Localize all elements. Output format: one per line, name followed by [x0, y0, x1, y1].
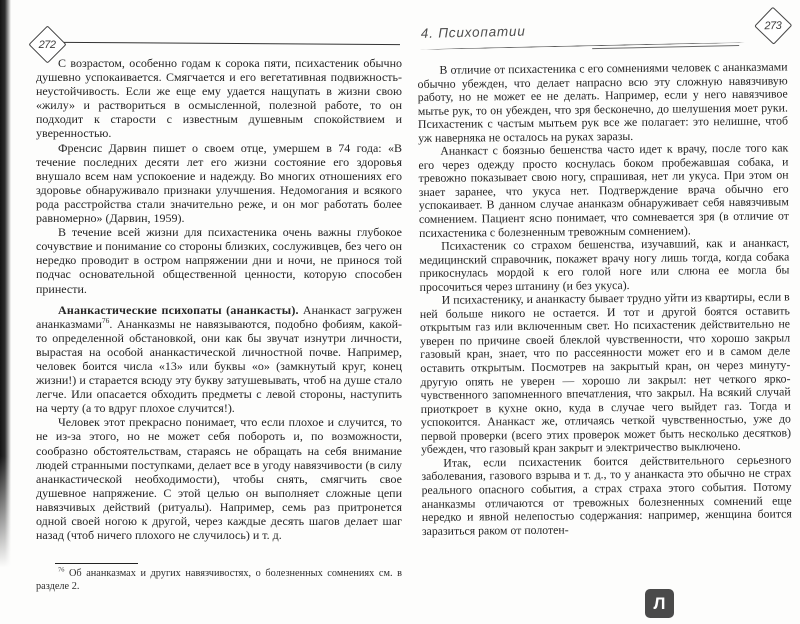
footnote-reference: 76 [101, 315, 110, 325]
paragraph-anankastic-section [36, 303, 402, 416]
section-heading-anankastic: Ананкастические психопаты (ананкасты). [58, 302, 299, 317]
page-number-right: 273 [764, 19, 782, 32]
labirint-logo-letter: Л [653, 593, 666, 613]
paragraph-rabies-fear-anankast: Ананкаст с боязнью бешенства часто идет к врачу, после того как его через одежду просто коснулась боком пробежавшая собака, и тревожно показывает свою ногу, спрашивая, нет ли укуса. При этом он знает заранее, что укуса нет. Подтверждение врача обычно его успокаивает. В данном случае ананказм обнаруживает себя навязчивым сомнением. Пациент ясно понимает, что сомневается зря (в отличие от психастеника с болезненным тревожным сомнением). [418, 140, 789, 240]
chapter-header: 4. Психопатии [420, 23, 526, 41]
section-text-after-footnote-ref: . Ананказмы не навязываются, подобно фобиям, какой-то определенной обстановкой, они как бы звучат изнутри личности, вырастая на особой ананкастической личностной почве. Например, человек боится числа «13» или буквы «о» (замкнутый круг, конец жизни!) и старается всюду эту букву затушевывать, чтоб на душе стало легче. Или опасается обходить предметы с левой стороны, наступить на черту (а то вдруг плохое случится!). [36, 316, 402, 416]
footnote-text: Об ананказмах и других навязчивостях, о болезненных сомнениях см. в разделе 2. [36, 568, 402, 592]
footnote-marker: 76 [58, 566, 65, 574]
paragraph-darwin-quote: Френсис Дарвин пишет о своем отце, умершем в 74 года: «В течение последних десяти лет его жизни состояние его здоровья внушало всем нам успокоение и надежду. Во многих отношениях его здоровье обнаруживало признаки улучшения. Недомогания и всякого рода расстройства стали значительно реже, и он мог работать более равномерно» (Дарвин, 1959). [36, 140, 402, 226]
paragraph-fear-of-fear: Итак, если психастеник боится действительного серьезного заболевания, газового взрыва и т. д., то у ананкаста это обычно не страх реального опасного события, а страх страха этого события. Потому ананказмы отличаются от тревожных болезненных сомнений еще нередко и явной нелепостью содержания: например, женщина боится заразиться раком от полотен- [421, 452, 792, 538]
paragraph-rituals: Человек этот прекрасно понимает, что если плохое и случится, то не из-за этого, но не может себя побороть и, по возможности, сообразно обстоятельствам, стараясь не обращать на себя внимание людей странными поступками, делает все в угоду навязчивости (в силу ананкастической необходимости), чтобы снять, смягчить свое душевное напряжение. С этой целью он выполняет сложные цепи навязчивых действий (ритуалы). Например, семь раз притронется одной своей ногою к другой, через каждые десять шагов делает шаг назад (чтоб ничего плохого не случилось) и т. д. [36, 415, 402, 543]
footnote-rule [55, 563, 138, 564]
labirint-logo [645, 589, 674, 618]
left-page-text [36, 56, 402, 542]
right-header-rule [419, 42, 745, 50]
paragraph-gas-tap-checking: И психастенику, и ананкасту бывает трудно уйти из квартиры, если в ней больше никого не остается. И тот и другой боятся оставить открытым газ или включенным свет. Но психастеник действительно не уверен по причине своей блеклой чувственности, что хорошо закрыл газовый кран, знает, что по рассеянности может его и в самом деле оставить открытым. Посмотрев на закрытый кран, он через минуту-другую опять не уверен — хорошо ли закрыл: нет четкого ярко-чувственного запомненного впечатления, что закрыл. На всякий случай приоткроет в кухне окно, куда в случае чего выйдет газ. Тогда и успокоится. Ананкаст же, отличаясь четкой чувственностью, уже до первой проверки (всего этих проверок может быть несколько десятков) убежден, что газовый кран закрыт и электричество выключено. [419, 289, 792, 457]
paragraph-anankast-vs-psychasthenic: В отличие от психастеника с его сомнениями человек с ананказмами обычно убежден, что делает напрасно всю эту сложную навязчивую работу, но не может ее не делать. Например, если у него навязчивое мытье рук, то он убежден, что зря бесконечно, до шелушения моет руки. Психастеник с частым мытьем рук все же полагает: это нелишне, чтоб уж наверняка не осталось на руках заразы. [417, 59, 789, 145]
page-number-left: 272 [39, 38, 56, 51]
page-number-diamond-right [754, 7, 792, 45]
right-page [418, 18, 792, 618]
section-text-before-footnote-ref: Ананкаст загружен ананказмами [36, 302, 403, 331]
paragraph-psychasthenic-aging: С возрастом, особенно годам к сорока пяти, психастеник обычно душевно успокаивается. Смягчается и его вегетативная подвижность-неустойчивость. Если же еще ему удается нащупать в жизни свою «жилу» и раствориться в осмысленной, полезной работе, то он подходит к старости с известным душевным спокойствием и уверенностью. [36, 56, 402, 141]
paragraph-sympathy: В течение всей жизни для психастеника очень важны глубокое сочувствие и понимание со стороны близких, сослуживцев, без чего он нередко проводит в остром напряжении дни и ночи, не принося той подчас основательной общественной ценности, которую способен принести. [36, 225, 402, 296]
footnote [36, 568, 402, 593]
paragraph-rabies-fear-psychasthenic: Психастеник со страхом бешенства, изучавший, как и ананкаст, медицинский справочник, покажет врачу ногу лишь тогда, когда собака прикоснулась мордой к его голой ноге или слюна ее могла бы просочиться через штанину (и без укуса). [419, 235, 790, 294]
left-page [30, 26, 402, 606]
right-page-text [417, 60, 792, 538]
book-left-edge-shadow [0, 0, 11, 585]
right-page-content [415, 14, 794, 538]
right-page-header-row [414, 10, 789, 60]
left-header-rule [64, 42, 400, 45]
